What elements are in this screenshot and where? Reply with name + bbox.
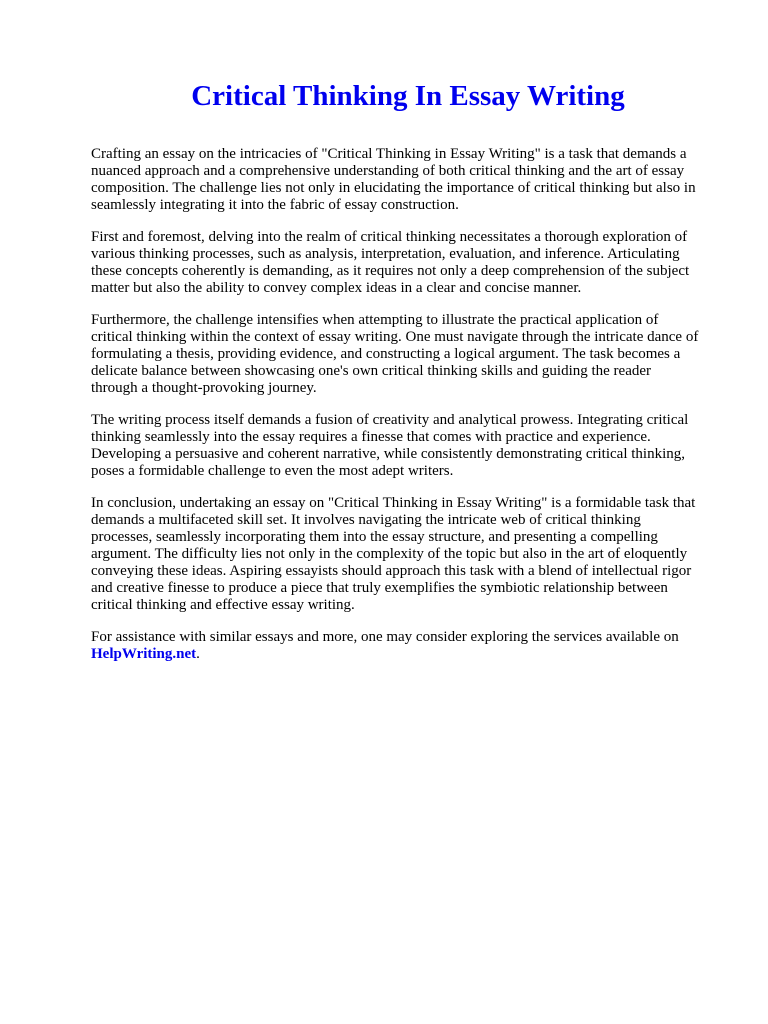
text-line: For assistance with similar essays and more, one may consider exploring the services available on <box>91 629 679 645</box>
paragraph-5 <box>91 495 727 614</box>
text-line: The writing process itself demands a fusion of creativity and analytical prowess. Integrating critical <box>91 412 689 428</box>
text-line: delicate balance between showcasing one's own critical thinking skills and guiding the reader <box>91 363 652 379</box>
paragraph-4 <box>91 412 727 480</box>
text-line: composition. The challenge lies not only in elucidating the importance of critical thinking but also in <box>91 180 696 196</box>
text-line: conveying these ideas. Aspiring essayists should approach this task with a blend of intellectual rigor <box>91 563 692 579</box>
text-line: demands a multifaceted skill set. It involves navigating the intricate web of critical thinking <box>91 512 641 528</box>
text-line: critical thinking and effective essay writing. <box>91 597 355 613</box>
text-line: In conclusion, undertaking an essay on "Critical Thinking in Essay Writing" is a formidable task that <box>91 495 696 511</box>
text-line: through a thought-provoking journey. <box>91 380 317 396</box>
text-line: various thinking processes, such as analysis, interpretation, evaluation, and inference. Articulating <box>91 246 680 262</box>
text-line: and creative finesse to produce a piece that truly exemplifies the symbiotic relationship between <box>91 580 668 596</box>
closing-link-line <box>91 646 727 663</box>
text-line: poses a formidable challenge to even the most adept writers. <box>91 463 454 479</box>
paragraph-1 <box>91 146 727 214</box>
document-title: Critical Thinking In Essay Writing <box>191 80 625 112</box>
text-line: critical thinking within the context of essay writing. One must navigate through the intricate dance of <box>91 329 699 345</box>
text-line: formulating a thesis, providing evidence, and constructing a logical argument. The task becomes a <box>91 346 681 362</box>
text-line: nuanced approach and a comprehensive understanding of both critical thinking and the art of essay <box>91 163 685 179</box>
helpwriting-link[interactable]: HelpWriting.net <box>91 646 197 662</box>
text-line: these concepts coherently is demanding, as it requires not only a deep comprehension of the subject <box>91 263 690 279</box>
text-line: thinking seamlessly into the essay requires a finesse that comes with practice and experience. <box>91 429 651 445</box>
text-line: matter but also the ability to convey complex ideas in a clear and concise manner. <box>91 280 582 296</box>
closing-paragraph <box>91 629 727 663</box>
text-line: First and foremost, delving into the realm of critical thinking necessitates a thorough exploration of <box>91 229 688 245</box>
paragraph-3 <box>91 312 727 397</box>
text-line: argument. The difficulty lies not only in the complexity of the topic but also in the art of eloquently <box>91 546 688 562</box>
closing-period: . <box>196 646 200 662</box>
text-line: Developing a persuasive and coherent narrative, while consistently demonstrating critical thinking, <box>91 446 685 462</box>
text-line: Crafting an essay on the intricacies of "Critical Thinking in Essay Writing" is a task that demands a <box>91 146 687 162</box>
document-body <box>91 146 727 678</box>
text-line: processes, seamlessly incorporating them into the essay structure, and presenting a compelling <box>91 529 658 545</box>
paragraph-2 <box>91 229 727 297</box>
text-line: Furthermore, the challenge intensifies when attempting to illustrate the practical application of <box>91 312 659 328</box>
text-line: seamlessly integrating it into the fabric of essay construction. <box>91 197 459 213</box>
